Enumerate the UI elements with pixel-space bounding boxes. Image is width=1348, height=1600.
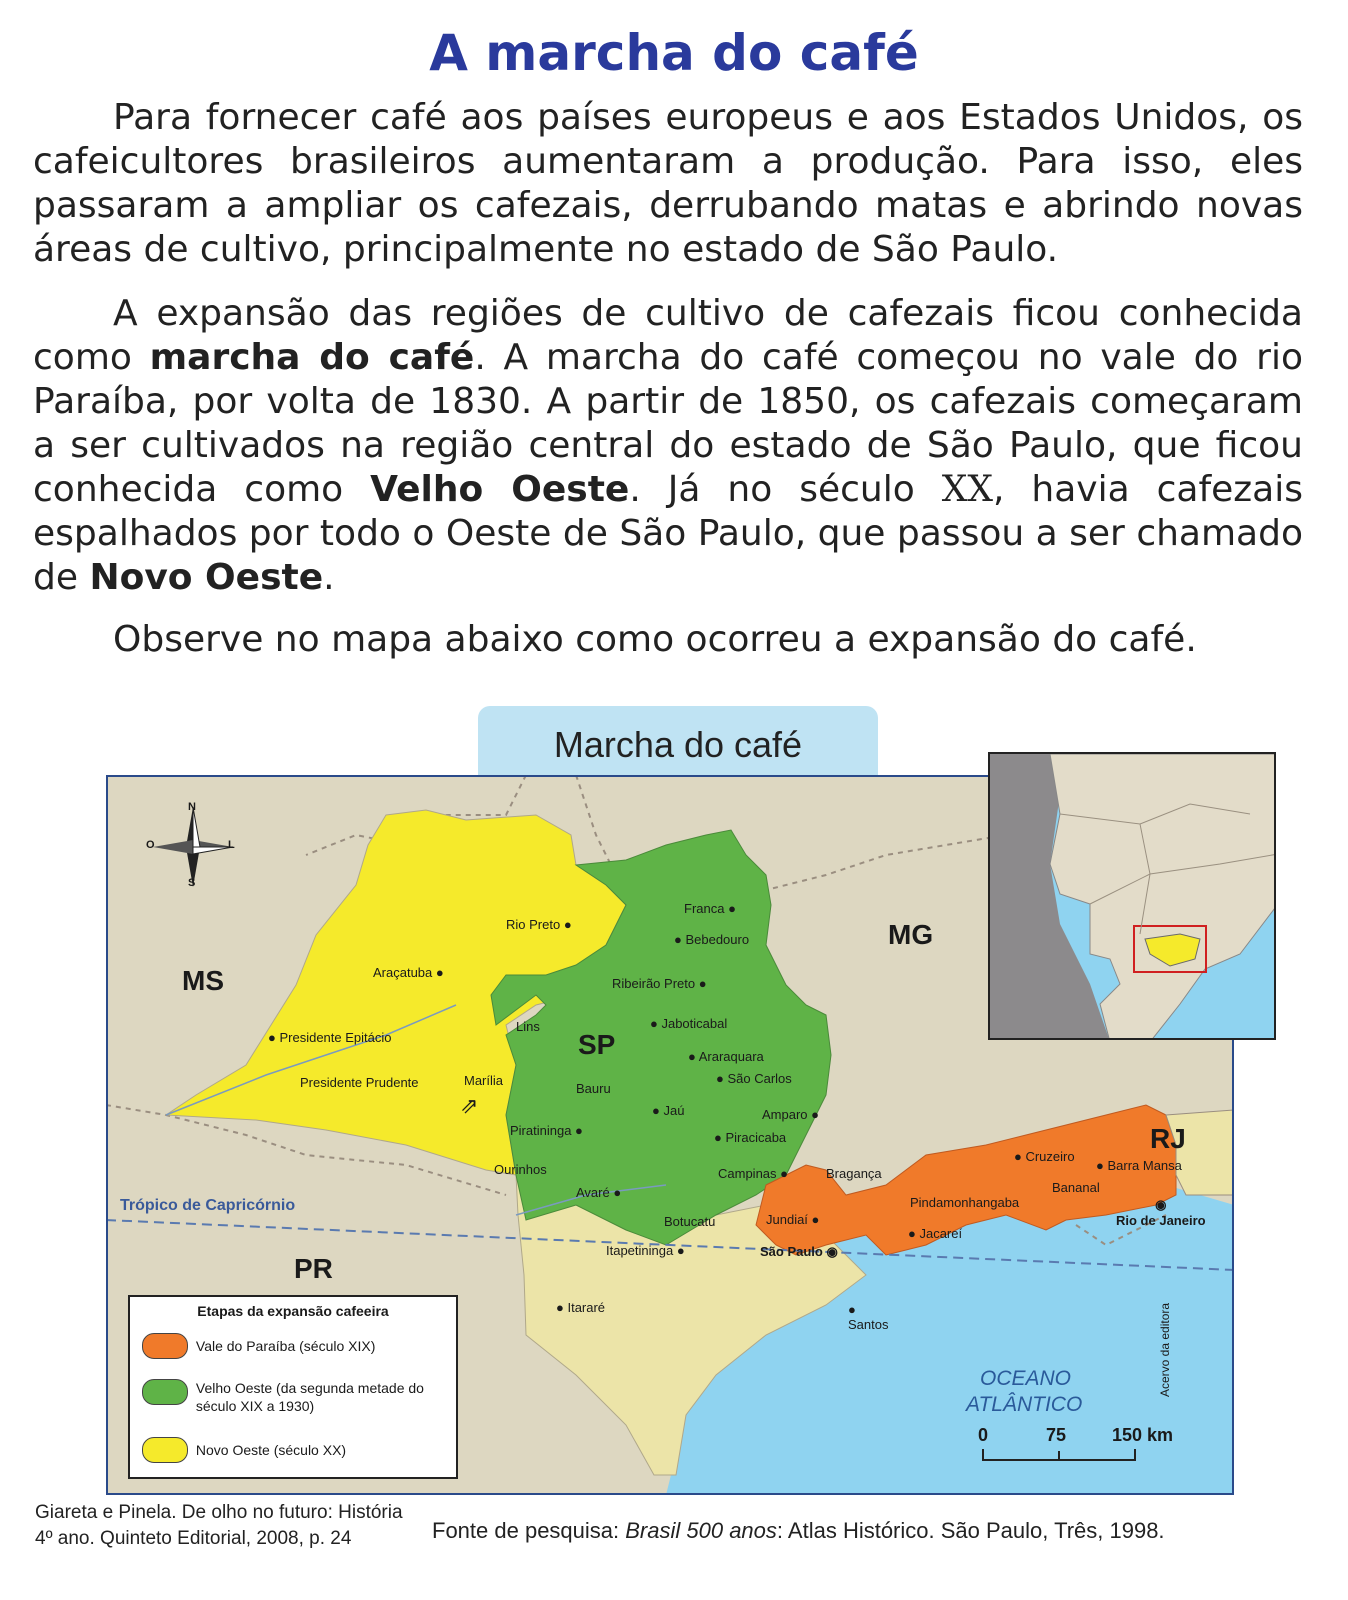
city-jau-label: Jaú — [663, 1103, 685, 1118]
city-jacarei: ● Jacareí — [908, 1226, 963, 1241]
paragraph-1-text: Para fornecer café aos países europeus e aos Estados Unidos, os cafeicultores brasileiros aumentaram a produção. Para isso, eles passaram a ampliar os cafezais, derrubando matas e abrindo novas áreas de cultivo, principalmente no estado de São Paulo. — [33, 97, 1303, 270]
state-rj: RJ — [1150, 1123, 1186, 1154]
city-ourinhos-label: Ourinhos — [494, 1162, 547, 1177]
p2-text-e: . Já no século — [629, 469, 942, 510]
legend-title: Etapas da expansão cafeeira — [197, 1303, 389, 1319]
city-avare-label: Avaré — [576, 1185, 610, 1200]
city-botucatu-label: Botucatu — [664, 1214, 716, 1229]
inset-map — [988, 752, 1276, 1040]
city-presidente-prudente-label: Presidente Prudente — [300, 1075, 419, 1090]
city-campinas: Campinas ● — [718, 1166, 788, 1181]
legend-label-velho — [196, 1379, 424, 1415]
marilia-arrow-icon: ⇗ — [460, 1093, 479, 1118]
legend-label-velho-line1: Velho Oeste (da segunda metade do — [195, 1380, 424, 1396]
book-source-line1: Giareta e Pinela. De olho no futuro: História — [35, 1502, 403, 1523]
p2-text-a: A expansão das regiões de cultivo de cafezais ficou conhecida como — [33, 293, 1303, 378]
map-title: Marcha do café — [478, 706, 878, 778]
city-bauru — [576, 1081, 611, 1096]
city-bananal — [1052, 1180, 1100, 1195]
state-sp: SP — [578, 1029, 616, 1060]
legend-label-novo: Novo Oeste (século XX) — [195, 1442, 347, 1458]
city-aracatuba: Araçatuba ● — [373, 965, 444, 980]
city-campinas-label: Campinas — [718, 1166, 777, 1181]
city-barra-mansa: ● Barra Mansa — [1096, 1158, 1182, 1173]
p2-text-c: . A marcha do café começou no vale do rio Paraíba, por volta de 1830. A partir de 1850, os cafezais começaram a ser cultivados na região central do estado de São Paulo, que ficou conhecida como — [33, 337, 1303, 510]
city-araraquara: ● Araraquara — [688, 1049, 764, 1064]
city-cruzeiro-label: Cruzeiro — [1025, 1149, 1075, 1164]
city-jaboticabal-label: Jaboticabal — [661, 1016, 728, 1031]
city-jau: ● Jaú — [652, 1103, 685, 1118]
city-presidente-epitacio-label: Presidente Epitácio — [279, 1030, 392, 1045]
p2-bold-marcha: marcha do café — [149, 337, 475, 378]
city-araraquara-label: Araraquara — [698, 1049, 764, 1064]
scale-label-0: 0 — [978, 1425, 989, 1445]
city-ribeirao-preto-label: Ribeirão Preto — [612, 976, 696, 991]
state-ms: MS — [182, 965, 224, 996]
compass-s: S — [188, 877, 196, 889]
ocean-label-2: ATLÂNTICO — [966, 1393, 1083, 1416]
city-marilia — [464, 1073, 503, 1088]
city-ourinhos — [494, 1162, 547, 1177]
p2-text-g: , havia cafezais espalhados por todo o Oeste de São Paulo, que passou a ser chamado de — [33, 469, 1304, 598]
city-piratininga: Piratininga ● — [510, 1123, 583, 1138]
compass-l: L — [228, 839, 235, 851]
legend-swatch-novo — [142, 1437, 188, 1463]
city-rio-de-janeiro: ◉ Rio de Janeiro — [1116, 1197, 1206, 1228]
city-lins-label: Lins — [516, 1019, 540, 1034]
city-franca-label: Franca — [684, 901, 725, 916]
city-santos-label: Santos — [848, 1317, 889, 1332]
city-aracatuba-label: Araçatuba — [373, 965, 433, 980]
city-santos: ● Santos — [848, 1302, 889, 1332]
p2-bold-velho-oeste: Velho Oeste — [370, 469, 630, 510]
city-franca: Franca ● — [684, 901, 736, 916]
state-mg: MG — [888, 919, 934, 950]
city-itarare: ● Itararé — [556, 1300, 606, 1315]
city-avare: Avaré ● — [576, 1185, 622, 1200]
legend-item-novo — [142, 1437, 346, 1463]
city-jacarei-label: Jacareí — [919, 1226, 963, 1241]
city-marilia-label: Marília — [464, 1073, 504, 1088]
city-jundiai: Jundiaí ● — [766, 1212, 820, 1227]
city-botucatu — [664, 1214, 715, 1229]
legend-swatch-velho — [142, 1379, 188, 1405]
compass-o: O — [146, 839, 155, 851]
city-cruzeiro: ● Cruzeiro — [1014, 1149, 1075, 1164]
city-itapetininga-label: Itapetininga — [606, 1243, 674, 1258]
inset-map-svg — [990, 754, 1276, 1040]
book-source-line2: 4º ano. Quinteto Editorial, 2008, p. 24 — [35, 1528, 352, 1549]
scale-tick-mid — [1058, 1451, 1060, 1461]
city-sao-carlos: ● São Carlos — [716, 1071, 792, 1086]
city-braganca-label: Bragança — [826, 1166, 882, 1181]
city-amparo-label: Amparo — [762, 1107, 808, 1122]
city-piracicaba: ● Piracicaba — [714, 1130, 787, 1145]
city-barra-mansa-label: Barra Mansa — [1107, 1158, 1182, 1173]
city-bebedouro-label: Bebedouro — [685, 932, 750, 947]
city-ribeirao-preto: Ribeirão Preto ● — [612, 976, 707, 991]
city-piratininga-label: Piratininga — [510, 1123, 572, 1138]
city-bauru-label: Bauru — [576, 1081, 611, 1096]
state-pr: PR — [294, 1253, 333, 1284]
legend-swatch-vale — [142, 1333, 188, 1359]
city-sao-paulo-label: São Paulo — [760, 1244, 823, 1259]
research-source-title: Brasil 500 anos — [625, 1518, 777, 1543]
legend-item-vale — [142, 1333, 375, 1359]
city-amparo: Amparo ● — [762, 1107, 819, 1122]
map-credit: Acervo da editora — [1158, 1302, 1172, 1397]
compass-n: N — [188, 801, 196, 813]
paragraph-1 — [33, 96, 1303, 272]
city-piracicaba-label: Piracicaba — [725, 1130, 787, 1145]
scale-label-75: 75 — [1046, 1425, 1067, 1445]
legend-label-velho-line2: século XIX a 1930) — [195, 1398, 315, 1414]
page-title: A marcha do café — [429, 24, 919, 82]
city-jundiai-label: Jundiaí — [766, 1212, 808, 1227]
ocean-label-1: OCEANO — [980, 1367, 1072, 1390]
city-presidente-epitacio: ● Presidente Epitácio — [268, 1030, 392, 1045]
paragraph-2 — [33, 292, 1303, 600]
city-bananal-label: Bananal — [1052, 1180, 1100, 1195]
scale-label-150: 150 km — [1112, 1425, 1174, 1445]
paragraph-2-text — [33, 292, 1303, 600]
city-rio-de-janeiro-label: Rio de Janeiro — [1116, 1213, 1206, 1228]
city-lins — [516, 1019, 540, 1034]
city-itarare-label: Itararé — [567, 1300, 606, 1315]
paragraph-3 — [33, 618, 1303, 662]
legend — [128, 1295, 458, 1479]
city-pindamonhangaba — [910, 1195, 1019, 1210]
city-jaboticabal: ● Jaboticabal — [650, 1016, 728, 1031]
research-source-prefix: Fonte de pesquisa: — [432, 1518, 626, 1543]
city-bebedouro: ● Bebedouro — [674, 932, 750, 947]
city-sao-paulo: São Paulo ◉ — [760, 1244, 838, 1259]
book-source — [35, 1500, 403, 1552]
city-braganca — [826, 1166, 882, 1181]
city-rio-preto-label: Rio Preto — [506, 917, 561, 932]
paragraph-3-text: Observe no mapa abaixo como ocorreu a expansão do café. — [113, 619, 1197, 660]
legend-label-vale: Vale do Paraíba (século XIX) — [195, 1338, 376, 1354]
p2-text-i: . — [323, 557, 335, 598]
p2-bold-novo-oeste: Novo Oeste — [89, 557, 324, 598]
city-itapetininga: Itapetininga ● — [606, 1243, 685, 1258]
tropic-label: Trópico de Capricórnio — [120, 1197, 296, 1214]
research-source — [432, 1518, 1165, 1544]
city-pindamonhangaba-label: Pindamonhangaba — [910, 1195, 1020, 1210]
legend-item-velho — [142, 1379, 424, 1415]
research-source-suffix: : Atlas Histórico. São Paulo, Três, 1998. — [776, 1518, 1165, 1543]
city-sao-carlos-label: São Carlos — [727, 1071, 792, 1086]
city-rio-preto: Rio Preto ● — [506, 917, 572, 932]
p2-century: XX — [941, 469, 993, 510]
city-presidente-prudente — [300, 1075, 419, 1090]
